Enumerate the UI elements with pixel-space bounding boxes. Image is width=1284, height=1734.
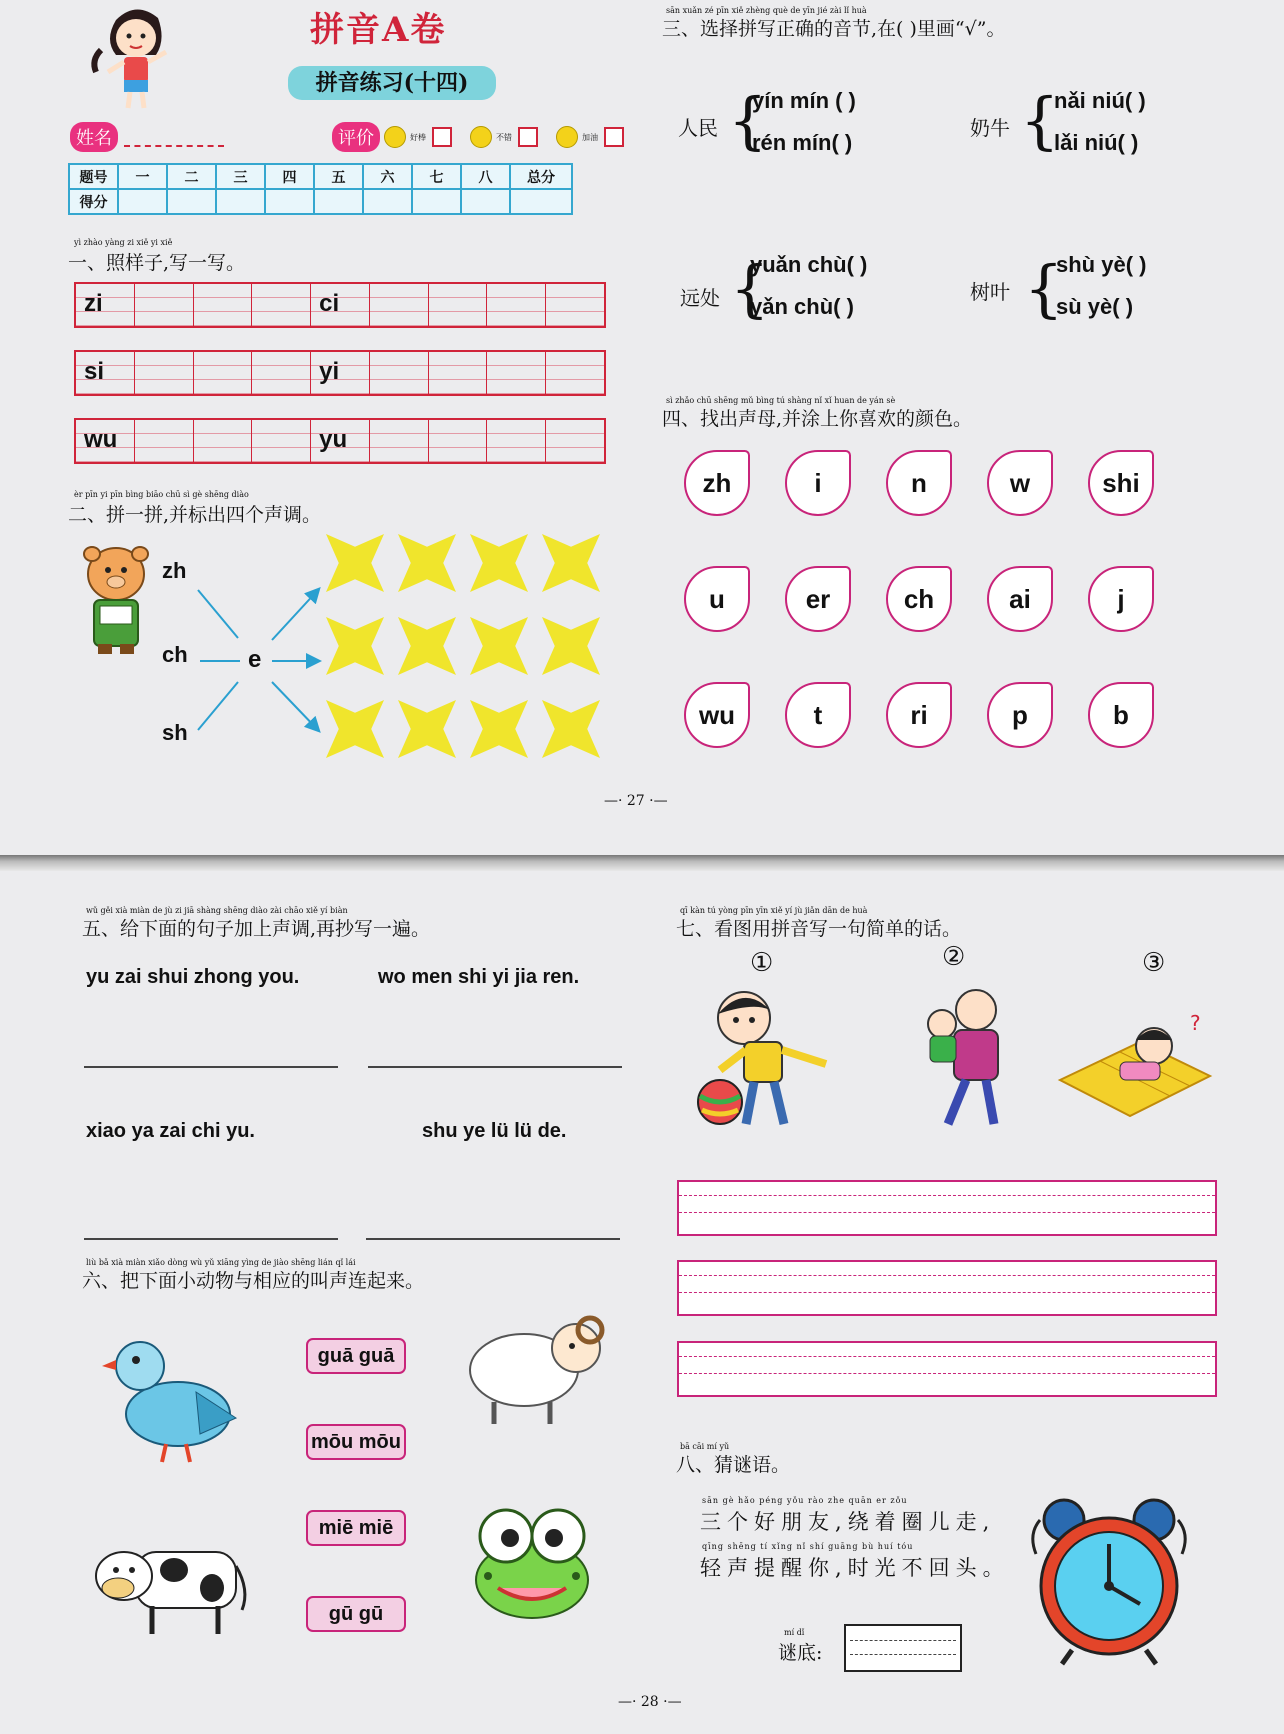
- pig-mascot-illustration: [78, 540, 152, 660]
- animal-sound-tag[interactable]: guā guā: [306, 1338, 406, 1374]
- leaf-syllable[interactable]: zh: [684, 450, 750, 516]
- choice-option[interactable]: lǎi niú( ): [1054, 130, 1139, 155]
- riddle-line: 三个好朋友,绕着圈儿走,: [700, 1510, 996, 1534]
- leaf-syllable[interactable]: w: [987, 450, 1053, 516]
- leaf-syllable[interactable]: b: [1088, 682, 1154, 748]
- tone-star-box[interactable]: [470, 534, 528, 592]
- score-table-header: [69, 164, 572, 189]
- initial-ch: ch: [162, 642, 188, 667]
- writing-grid-row: [74, 350, 606, 396]
- leaf-syllable[interactable]: u: [684, 566, 750, 632]
- score-cell[interactable]: [314, 189, 363, 214]
- grid-example-cell: yi: [311, 352, 370, 394]
- leaf-syllable[interactable]: wu: [684, 682, 750, 748]
- answer-box[interactable]: [844, 1624, 962, 1672]
- grandpa-carrying-child-illustration: [914, 984, 1014, 1134]
- section5-ruby: wǔ gěi xià miàn de jù zi jiā shàng shēng diào zài chāo xiě yí biàn: [86, 906, 348, 915]
- sentence-text: yu zai shui zhong you.: [86, 966, 300, 988]
- choice-option[interactable]: nǎi niú( ): [1054, 88, 1146, 113]
- eval-option-good: 好棒: [410, 132, 426, 142]
- leaf-grid: [684, 450, 1155, 748]
- sentence-writing-box[interactable]: [677, 1260, 1217, 1316]
- section4-ruby: sì zhǎo chū shēng mǔ bìng tú shàng nǐ xǐ huan de yán sè: [666, 396, 896, 405]
- leaf-syllable[interactable]: shi: [1088, 450, 1154, 516]
- smile-happy-icon: [384, 126, 406, 148]
- sentence-text: xiao ya zai chi yu.: [86, 1120, 255, 1142]
- section3-heading: 三、选择拼写正确的音节,在( )里画“√”。: [662, 18, 1006, 40]
- score-row-label: 得分: [69, 189, 118, 214]
- grid-write-cell[interactable]: [487, 284, 546, 326]
- choice-option[interactable]: rén mín( ): [752, 130, 853, 155]
- sentence-writing-box[interactable]: [677, 1341, 1217, 1397]
- score-cell[interactable]: [118, 189, 167, 214]
- connector-arrows: [190, 540, 330, 750]
- leaf-syllable[interactable]: p: [987, 682, 1053, 748]
- copy-line[interactable]: [368, 1066, 622, 1068]
- score-header-cell: 总分: [510, 164, 572, 189]
- leaf-syllable[interactable]: t: [785, 682, 851, 748]
- score-header-cell: 三: [216, 164, 265, 189]
- girl-mascot-illustration: [86, 0, 186, 112]
- grid-write-cell[interactable]: [370, 420, 429, 462]
- riddle-line: 轻声提醒你,时光不回头。: [700, 1556, 1010, 1580]
- score-cell[interactable]: [167, 189, 216, 214]
- grid-example-cell: yu: [311, 420, 370, 462]
- sentence-text: wo men shi yi jia ren.: [378, 966, 580, 988]
- animal-sound-tag[interactable]: miē miē: [306, 1510, 406, 1546]
- grid-write-cell[interactable]: [429, 420, 488, 462]
- grid-write-cell[interactable]: [487, 352, 546, 394]
- final-e: e: [248, 646, 262, 673]
- choice-option[interactable]: yǎn chù( ): [750, 294, 854, 319]
- grid-write-cell[interactable]: [252, 352, 311, 394]
- initial-sh: sh: [162, 720, 188, 745]
- section7-ruby: qī kàn tú yòng pīn yīn xiě yí jù jiǎn dān de huà: [680, 906, 868, 915]
- alarm-clock-icon: [1018, 1494, 1200, 1666]
- score-header-cell: 题号: [69, 164, 118, 189]
- tone-star-box[interactable]: [398, 617, 456, 675]
- section3-ruby: sān xuǎn zé pīn xiě zhèng què de yīn jié zài lǐ huà: [666, 6, 867, 15]
- grid-write-cell[interactable]: [370, 284, 429, 326]
- choice-option[interactable]: sù yè( ): [1056, 294, 1134, 319]
- writing-grid-row: [74, 282, 606, 328]
- grid-write-cell[interactable]: [252, 284, 311, 326]
- eval-option-try: 加油: [582, 132, 598, 142]
- page-number: —· 27 ·—: [604, 793, 668, 809]
- score-cell[interactable]: [216, 189, 265, 214]
- frog-illustration: [458, 1500, 608, 1628]
- name-field: [70, 122, 224, 152]
- grid-write-cell[interactable]: [135, 284, 194, 326]
- score-cell[interactable]: [363, 189, 412, 214]
- score-header-cell: 七: [412, 164, 461, 189]
- brace-icon: {: [730, 252, 770, 325]
- score-header-cell: 五: [314, 164, 363, 189]
- tone-star-box[interactable]: [398, 534, 456, 592]
- eval-checkbox-good[interactable]: [432, 127, 452, 147]
- tone-star-box[interactable]: [542, 617, 600, 675]
- section6-heading: 六、把下面小动物与相应的叫声连起来。: [82, 1270, 425, 1292]
- copy-line[interactable]: [84, 1238, 338, 1240]
- leaf-syllable[interactable]: er: [785, 566, 851, 632]
- tone-star-box[interactable]: [326, 617, 384, 675]
- animal-sound-tag[interactable]: mōu mōu: [306, 1424, 406, 1460]
- pigeon-illustration: [96, 1322, 242, 1468]
- score-header-cell: 四: [265, 164, 314, 189]
- girl-reading-on-mat-illustration: [1050, 1012, 1216, 1122]
- grid-write-cell[interactable]: [194, 284, 253, 326]
- cow-illustration: [88, 1530, 254, 1642]
- copy-line[interactable]: [84, 1066, 338, 1068]
- eval-option-ok: 不错: [496, 132, 512, 142]
- grid-write-cell[interactable]: [135, 352, 194, 394]
- picture-number: ③: [1142, 948, 1166, 978]
- animal-sound-tag[interactable]: gū gū: [306, 1596, 406, 1632]
- grid-write-cell[interactable]: [429, 352, 488, 394]
- score-cell[interactable]: [265, 189, 314, 214]
- page-number: —· 28 ·—: [618, 1694, 682, 1710]
- grid-example-cell: zi: [76, 284, 135, 326]
- leaf-syllable[interactable]: n: [886, 450, 952, 516]
- grid-write-cell[interactable]: [429, 284, 488, 326]
- answer-label: 谜底:: [778, 1642, 823, 1664]
- answer-ruby: mí dǐ: [784, 1628, 805, 1637]
- grid-example-cell: wu: [76, 420, 135, 462]
- section1-ruby: yì zhào yàng zi xiě yi xiě: [74, 238, 173, 247]
- choice-option[interactable]: yuǎn chù( ): [750, 252, 868, 277]
- score-cell[interactable]: [412, 189, 461, 214]
- evaluation-row: [332, 122, 624, 152]
- brace-icon: {: [728, 84, 768, 157]
- grid-write-cell[interactable]: [135, 420, 194, 462]
- choice-option[interactable]: shù yè( ): [1056, 252, 1147, 277]
- leaf-syllable[interactable]: j: [1088, 566, 1154, 632]
- section2-ruby: èr pīn yi pīn bìng biāo chū sì gè shēng diào: [74, 490, 249, 499]
- riddle-ruby: sān gè hǎo péng yǒu rào zhe quān er zǒu: [702, 1496, 908, 1505]
- score-header-cell: 二: [167, 164, 216, 189]
- score-cell[interactable]: [461, 189, 510, 214]
- score-header-cell: 六: [363, 164, 412, 189]
- choice-word: 人民: [678, 116, 718, 140]
- picture-number: ①: [750, 948, 774, 978]
- leaf-syllable[interactable]: ch: [886, 566, 952, 632]
- paper-title: 拼音A卷: [310, 10, 447, 50]
- smile-sad-icon: [556, 126, 578, 148]
- score-cell[interactable]: [510, 189, 572, 214]
- section8-heading: 八、猜谜语。: [676, 1454, 791, 1476]
- copy-line[interactable]: [366, 1238, 620, 1240]
- grid-write-cell[interactable]: [546, 284, 604, 326]
- svg-text:?: ?: [1190, 1012, 1201, 1035]
- section1-heading: 一、照样子,写一写。: [68, 252, 246, 274]
- grid-write-cell[interactable]: [370, 352, 429, 394]
- tone-star-box[interactable]: [470, 617, 528, 675]
- tone-star-box[interactable]: [542, 700, 600, 758]
- grid-write-cell[interactable]: [194, 420, 253, 462]
- grid-write-cell[interactable]: [487, 420, 546, 462]
- eval-checkbox-ok[interactable]: [518, 127, 538, 147]
- grid-example-cell: ci: [311, 284, 370, 326]
- eval-label: 评价: [332, 122, 380, 152]
- tone-star-box[interactable]: [326, 534, 384, 592]
- score-table: [68, 163, 573, 215]
- choice-option[interactable]: yín mín ( ): [752, 88, 856, 113]
- sentence-writing-box[interactable]: [677, 1180, 1217, 1236]
- initial-zh: zh: [162, 558, 187, 583]
- leaf-syllable[interactable]: ai: [987, 566, 1053, 632]
- sentence-text: shu ye lü lü de.: [422, 1120, 567, 1142]
- section6-ruby: liù bǎ xià miàn xiǎo dòng wù yǔ xiāng yìng de jiào shēng lián qǐ lái: [86, 1258, 356, 1267]
- grid-write-cell[interactable]: [252, 420, 311, 462]
- section7-heading: 七、看图用拼音写一句简单的话。: [676, 918, 962, 940]
- grid-write-cell[interactable]: [546, 352, 604, 394]
- grid-write-cell[interactable]: [194, 352, 253, 394]
- picture-number: ②: [942, 942, 966, 972]
- section2-heading: 二、拼一拼,并标出四个声调。: [68, 504, 322, 526]
- score-table-row: [69, 189, 572, 214]
- section5-heading: 五、给下面的句子加上声调,再抄写一遍。: [82, 918, 431, 940]
- tone-star-box[interactable]: [398, 700, 456, 758]
- tone-star-box[interactable]: [326, 700, 384, 758]
- eval-checkbox-try[interactable]: [604, 127, 624, 147]
- tone-star-box[interactable]: [470, 700, 528, 758]
- sheep-illustration: [460, 1308, 610, 1428]
- section8-ruby: bā cāi mí yǔ: [680, 1442, 730, 1451]
- exercise-subtitle: 拼音练习(十四): [288, 66, 496, 100]
- choice-word: 奶牛: [970, 116, 1010, 140]
- name-label: 姓名: [70, 122, 118, 152]
- choice-word: 树叶: [970, 280, 1010, 304]
- tone-star-box[interactable]: [542, 534, 600, 592]
- grid-write-cell[interactable]: [546, 420, 604, 462]
- writing-grid-row: [74, 418, 606, 464]
- score-header-cell: 一: [118, 164, 167, 189]
- choice-word: 远处: [680, 286, 720, 310]
- boy-with-ball-illustration: [694, 984, 834, 1134]
- brace-icon: {: [1024, 252, 1064, 325]
- section4-heading: 四、找出声母,并涂上你喜欢的颜色。: [662, 408, 973, 430]
- tone-star-grid: [326, 534, 600, 758]
- leaf-syllable[interactable]: ri: [886, 682, 952, 748]
- riddle-ruby: qīng shēng tí xǐng nǐ shí guāng bù huí tóu: [702, 1542, 914, 1551]
- grid-example-cell: si: [76, 352, 135, 394]
- name-input-line[interactable]: [124, 127, 224, 147]
- brace-icon: {: [1020, 84, 1060, 157]
- smile-neutral-icon: [470, 126, 492, 148]
- score-header-cell: 八: [461, 164, 510, 189]
- leaf-syllable[interactable]: i: [785, 450, 851, 516]
- page-divider: [0, 855, 1284, 871]
